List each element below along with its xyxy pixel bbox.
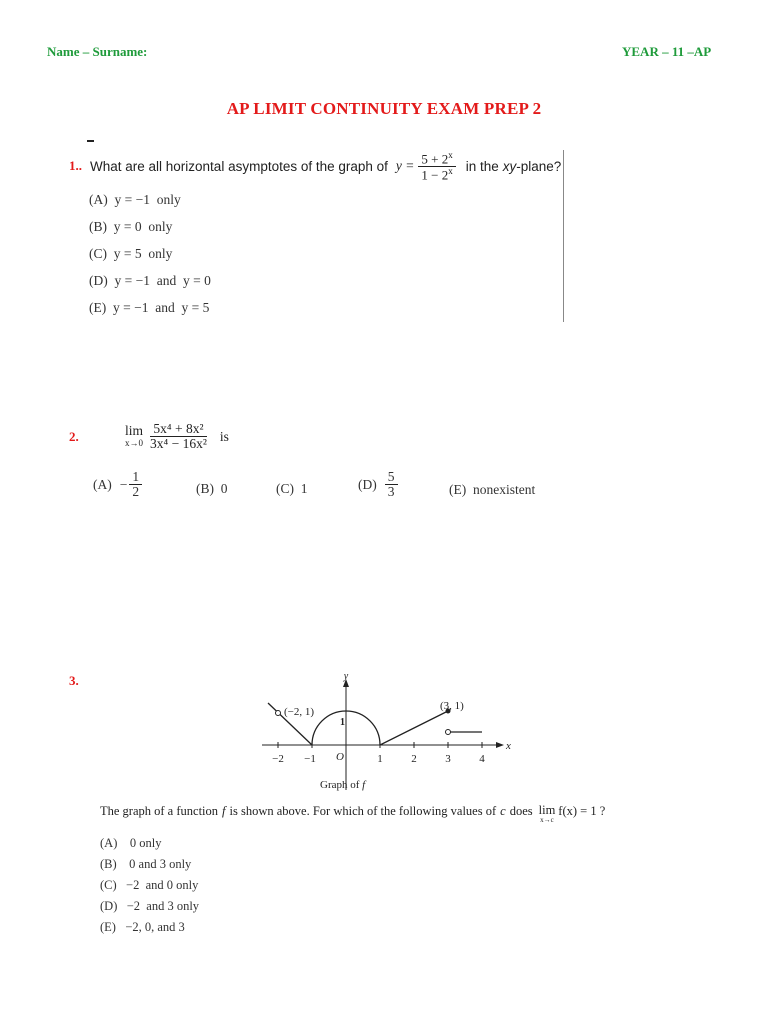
q2-option-a-sign: − — [119, 476, 128, 492]
q3-stem-mid: is shown above. For which of the following values of — [229, 804, 497, 818]
q2-fraction-den: 3x⁴ − 16x² — [150, 436, 207, 452]
q2-option-d — [358, 470, 402, 499]
y-axis-label: y — [343, 671, 349, 682]
q2-lim-sub: x→0 — [125, 438, 143, 449]
q1-option-a: (A) y = −1 only — [89, 192, 181, 207]
q2-is: is — [219, 428, 229, 444]
q2-number: 2. — [69, 429, 79, 444]
q1-fraction — [418, 151, 455, 182]
q3-lim-word: lim — [538, 803, 556, 817]
q1-option-c: (C) y = 5 only — [89, 246, 173, 261]
q2-option-a — [93, 470, 146, 499]
q1-stem-after: in the — [465, 158, 499, 174]
q3-stem-f: f — [222, 804, 226, 818]
x-tick-neg1: −1 — [304, 753, 316, 765]
q1-option-b: (B) y = 0 only — [89, 219, 173, 234]
q3-stem-does: does — [509, 804, 533, 818]
q2-fraction-num: 5x⁴ + 8x² — [150, 422, 206, 437]
q2-option-a-fraction — [129, 470, 142, 499]
q2-option-d-num: 5 — [385, 470, 398, 485]
q1-fraction-num: 5 + 2 — [421, 150, 449, 166]
q1-stem-text: What are all horizontal asymptotes of the graph of — [90, 158, 388, 174]
q1-fraction-den: 1 − 2 — [421, 166, 449, 182]
open-point-3 — [446, 730, 451, 735]
q2-option-c: (C) 1 — [276, 481, 308, 496]
q1-option-e: (E) y = −1 and y = 5 — [89, 300, 210, 315]
page-title: AP LIMIT CONTINUITY EXAM PREP 2 — [226, 99, 542, 118]
q2-lim — [125, 424, 143, 449]
y-tick-1: 1 — [340, 717, 345, 728]
q3-graph-of-f — [260, 670, 520, 795]
name-surname-label: Name – Surname: — [47, 44, 148, 59]
q2-option-d-den: 3 — [387, 484, 395, 500]
q2-option-b: (B) 0 — [196, 481, 228, 496]
q3-option-c: (C) −2 and 0 only — [100, 878, 199, 892]
q1-xy: xy — [502, 158, 517, 174]
x-tick-1: 1 — [377, 753, 383, 765]
q1-den-exp: x — [448, 165, 453, 176]
q1-option-d: (D) y = −1 and y = 0 — [89, 273, 211, 288]
x-tick-3: 3 — [445, 753, 451, 765]
q3-lim — [539, 804, 556, 824]
q1-plane: -plane? — [516, 158, 562, 174]
q3-stem — [100, 804, 605, 824]
x-tick-4: 4 — [479, 753, 485, 765]
q3-stem-c: c — [500, 804, 506, 818]
graph-rising-segment — [380, 711, 448, 745]
x-axis-label: x — [506, 740, 511, 752]
q2-option-e: (E) nonexistent — [449, 482, 536, 497]
year-label: YEAR – 11 –AP — [622, 44, 712, 59]
q1-y-equals: y = — [395, 158, 415, 173]
x-axis-arrow — [496, 742, 504, 748]
origin-label: O — [336, 751, 344, 763]
graph-caption: Graph of f — [320, 779, 366, 791]
q2-limit-expression — [125, 422, 229, 451]
q3-option-e: (E) −2, 0, and 3 — [100, 920, 185, 934]
q2-lim-word: lim — [125, 423, 144, 439]
q2-option-d-fraction — [385, 470, 398, 499]
q1-num-exp: x — [448, 149, 453, 160]
q3-lim-expr: f(x) = 1 ? — [558, 804, 606, 818]
x-tick-neg2: −2 — [272, 753, 284, 765]
q1-stem — [90, 148, 561, 184]
q3-option-b: (B) 0 and 3 only — [100, 857, 192, 871]
scan-edge-line — [563, 150, 564, 322]
q3-lim-sub: x→c — [540, 816, 554, 825]
q2-option-d-label: (D) — [358, 476, 377, 492]
x-tick-2: 2 — [411, 753, 417, 765]
q3-number: 3. — [69, 673, 79, 688]
q1-number: 1.. — [69, 158, 82, 173]
q2-fraction — [147, 422, 210, 451]
q3-option-d: (D) −2 and 3 only — [100, 899, 200, 913]
point-left-label: (−2, 1) — [284, 706, 315, 718]
q3-stem-pre: The graph of a function — [100, 804, 219, 818]
q2-option-a-label: (A) — [93, 476, 112, 492]
point-right-label: (3, 1) — [440, 700, 464, 712]
q2-option-a-num: 1 — [129, 470, 142, 485]
open-point-neg2 — [276, 711, 281, 716]
q2-option-a-den: 2 — [132, 484, 140, 500]
stray-mark — [87, 140, 94, 142]
q3-option-a: (A) 0 only — [100, 836, 162, 850]
